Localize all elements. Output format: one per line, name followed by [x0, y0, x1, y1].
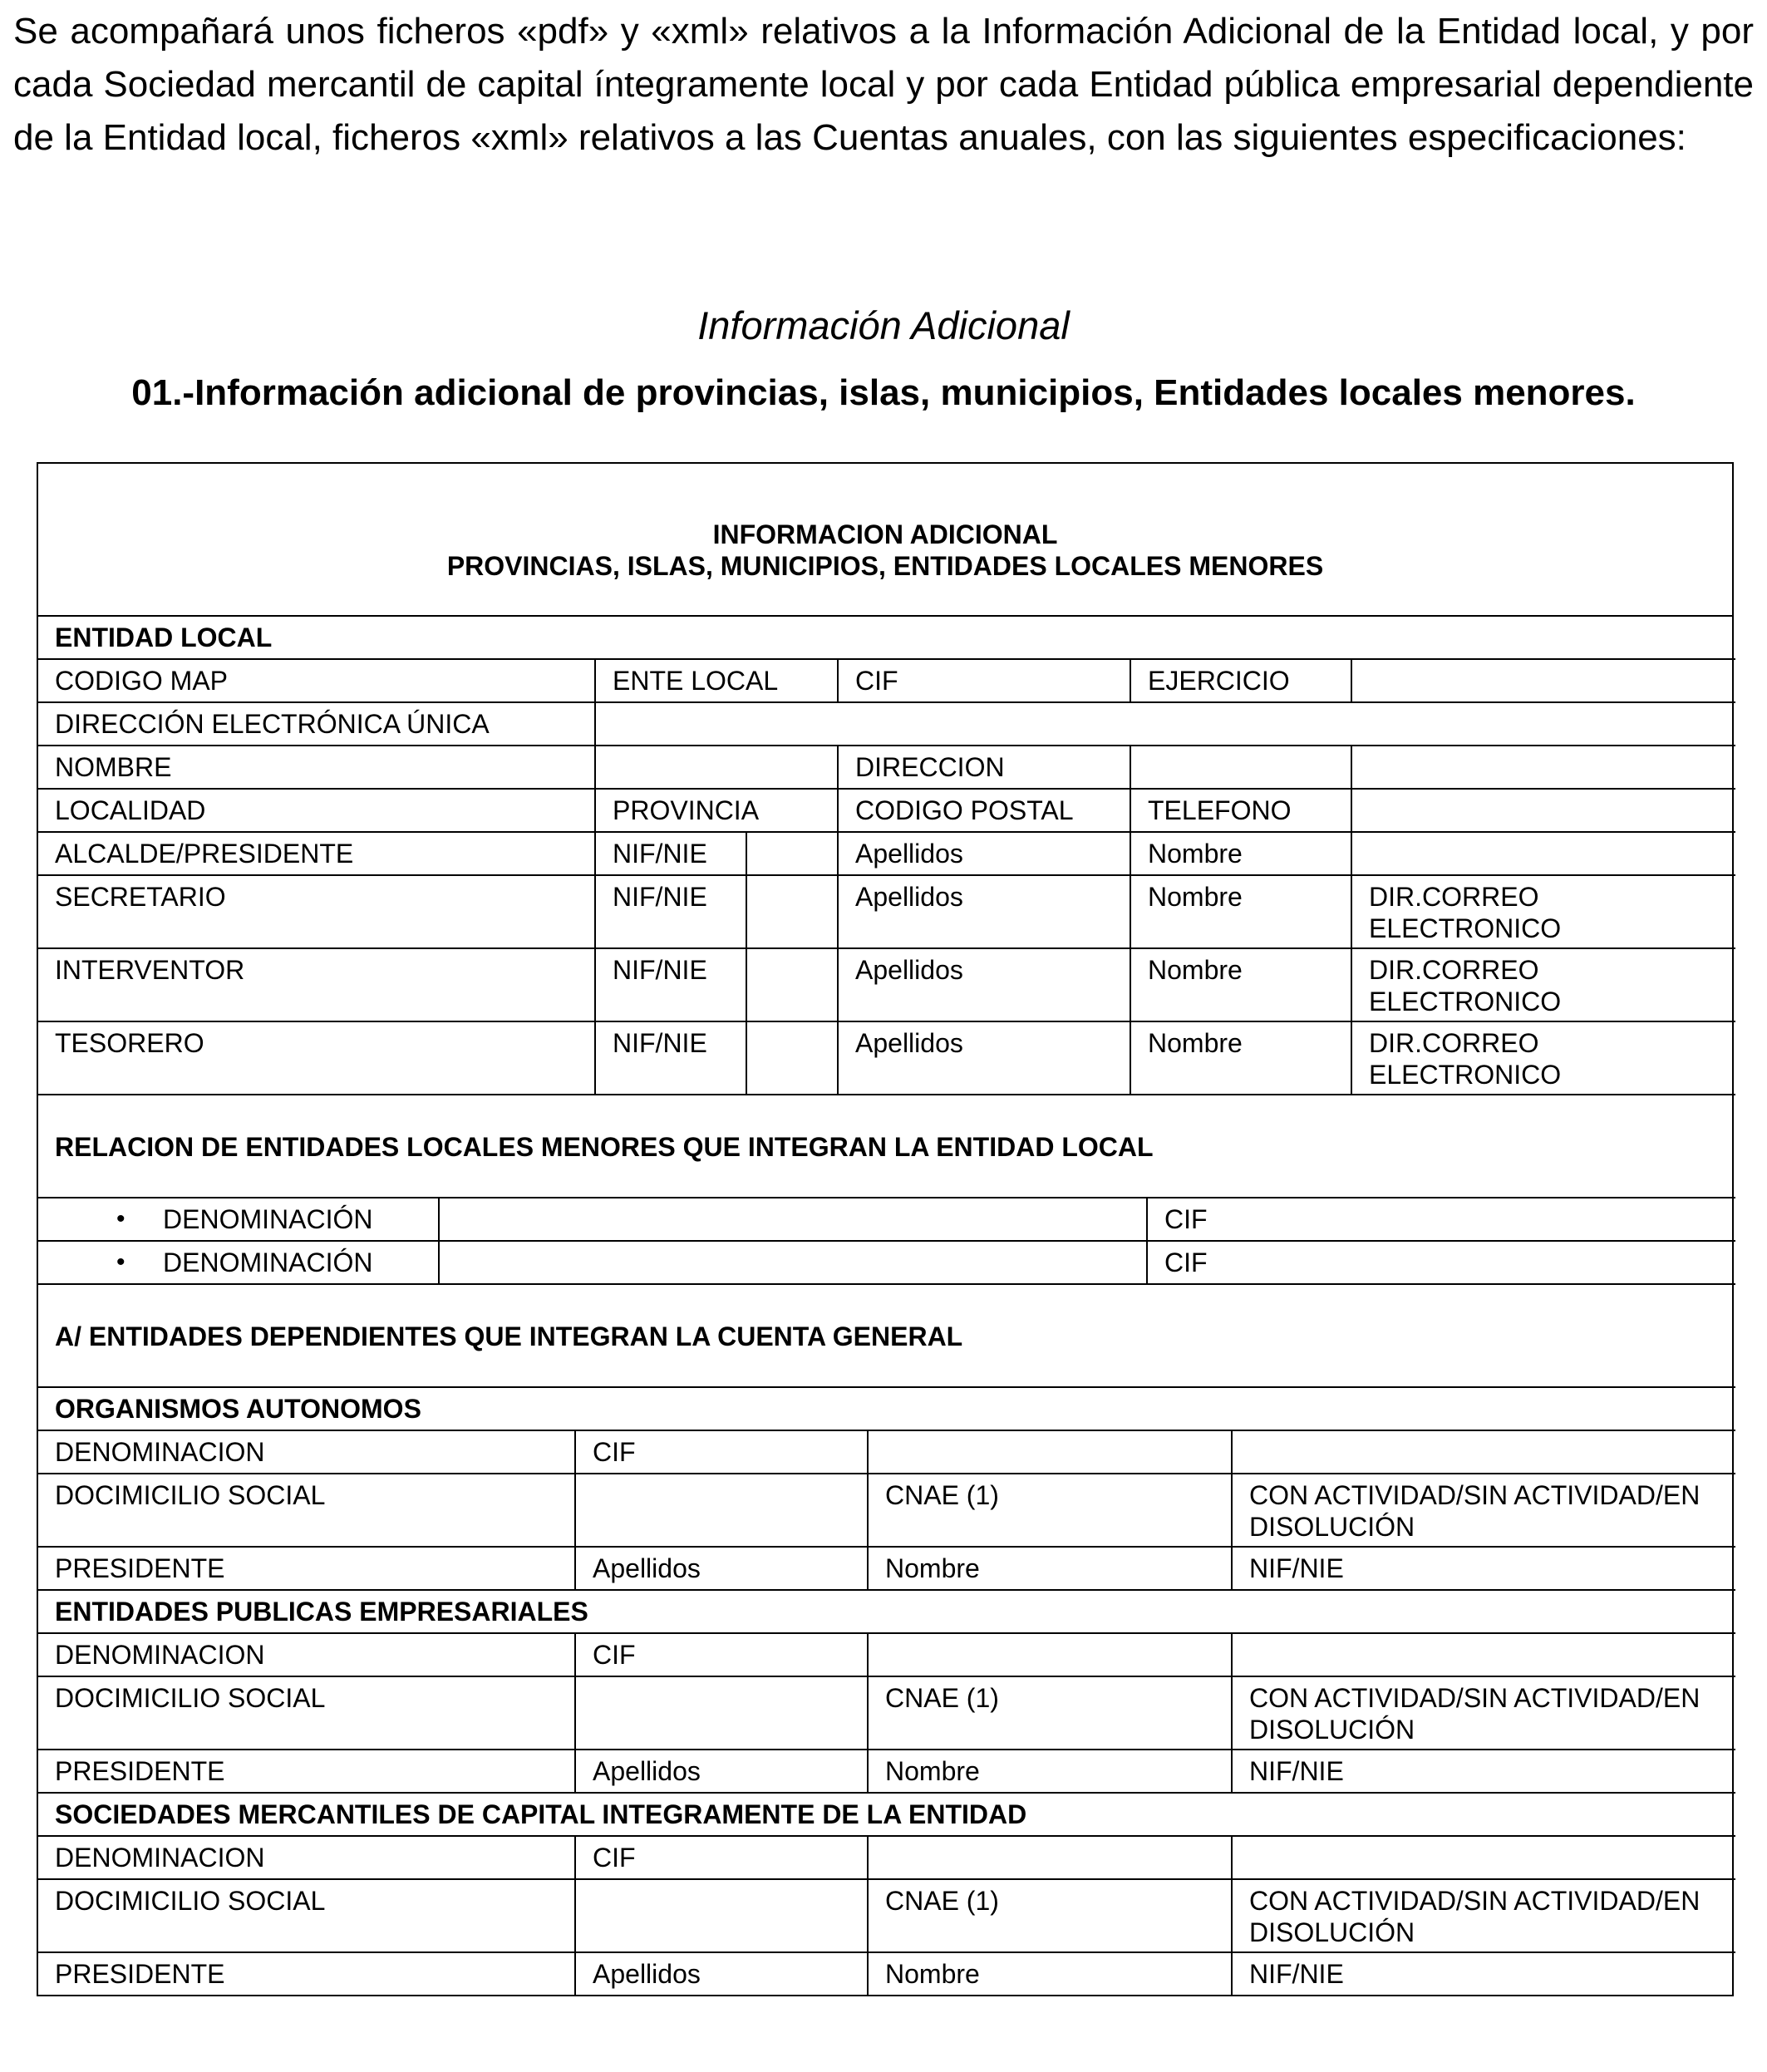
- domicilio-label: DOCIMICILIO SOCIAL: [38, 1676, 575, 1750]
- cargo-row: [38, 875, 1735, 948]
- entidad-local-title: ENTIDAD LOCAL: [38, 617, 1735, 659]
- domicilio-value[interactable]: [575, 1879, 868, 1952]
- form-header-table: [38, 464, 1732, 617]
- nif-label: NIF/NIE: [1232, 1952, 1735, 1995]
- cargo-apellidos-label: Apellidos: [838, 875, 1130, 948]
- cnae-label: CNAE (1): [868, 1474, 1232, 1547]
- cargo-apellidos-label: Apellidos: [838, 1021, 1130, 1095]
- cnae-label: CNAE (1): [868, 1879, 1232, 1952]
- entidad-local-table: [38, 617, 1735, 1198]
- cnae-label: CNAE (1): [868, 1676, 1232, 1750]
- relacion-denominacion: [38, 1198, 439, 1241]
- group-title: SOCIEDADES MERCANTILES DE CAPITAL INTEGRAMENTE DE LA ENTIDAD: [38, 1793, 1735, 1836]
- cargo-nif-value[interactable]: [746, 1021, 838, 1095]
- cif-label: CIF: [575, 1836, 868, 1879]
- cargo-nif-label: NIF/NIE: [595, 1021, 746, 1095]
- cargo-apellidos-label: Apellidos: [838, 832, 1130, 875]
- actividad-label: CON ACTIVIDAD/SIN ACTIVIDAD/EN DISOLUCIÓN: [1232, 1474, 1735, 1547]
- denominacion-label: DENOMINACION: [38, 1430, 575, 1474]
- document-title: Información Adicional: [697, 303, 1070, 347]
- ente-local-label: ENTE LOCAL: [595, 659, 838, 702]
- denominacion-extra[interactable]: [1232, 1430, 1735, 1474]
- relacion-denominacion-value[interactable]: [439, 1241, 1147, 1284]
- telefono-value[interactable]: [1351, 789, 1735, 832]
- cif-label: CIF: [575, 1633, 868, 1676]
- denominacion-label: DENOMINACION: [38, 1836, 575, 1879]
- presidente-label: PRESIDENTE: [38, 1547, 575, 1590]
- relacion-denominacion-label: DENOMINACIÓN: [163, 1248, 373, 1277]
- provincia-label: PROVINCIA: [595, 789, 838, 832]
- cargo-nif-value[interactable]: [746, 832, 838, 875]
- ejercicio-label: EJERCICIO: [1130, 659, 1351, 702]
- relacion-table: [38, 1198, 1735, 1285]
- direccion-electronica-label: DIRECCIÓN ELECTRÓNICA ÚNICA: [38, 702, 595, 746]
- cargo-correo-label: DIR.CORREO ELECTRONICO: [1351, 1021, 1735, 1095]
- relacion-cif-label: CIF: [1147, 1198, 1735, 1241]
- cargo-nif-value[interactable]: [746, 948, 838, 1021]
- direccion-label: DIRECCION: [838, 746, 1130, 789]
- presidente-label: PRESIDENTE: [38, 1952, 575, 1995]
- relacion-cif-label: CIF: [1147, 1241, 1735, 1284]
- codigo-map-label: CODIGO MAP: [38, 659, 595, 702]
- cargo-nombre-label: Nombre: [1130, 832, 1351, 875]
- cargo-apellidos-label: Apellidos: [838, 948, 1130, 1021]
- direccion-value-extra[interactable]: [1351, 746, 1735, 789]
- direccion-electronica-value[interactable]: [595, 702, 1735, 746]
- relacion-denominacion: [38, 1241, 439, 1284]
- cargo-role: INTERVENTOR: [38, 948, 595, 1021]
- cargo-role: ALCALDE/PRESIDENTE: [38, 832, 595, 875]
- localidad-label: LOCALIDAD: [38, 789, 595, 832]
- nombre-label: Nombre: [868, 1952, 1232, 1995]
- cif-label: CIF: [838, 659, 1130, 702]
- section-heading: 01.-Información adicional de provincias, islas, municipios, Entidades locales menores.: [131, 372, 1636, 413]
- presidente-label: PRESIDENTE: [38, 1750, 575, 1793]
- cargo-nif-label: NIF/NIE: [595, 832, 746, 875]
- domicilio-value[interactable]: [575, 1474, 868, 1547]
- form-header: [38, 464, 1732, 616]
- cif-label: CIF: [575, 1430, 868, 1474]
- relacion-denominacion-value[interactable]: [439, 1198, 1147, 1241]
- cargo-correo-label: DIR.CORREO ELECTRONICO: [1351, 948, 1735, 1021]
- cargo-nif-label: NIF/NIE: [595, 948, 746, 1021]
- intro-paragraph: Se acompañará unos ficheros «pdf» y «xml» relativos a la Información Adicional de la Entidad local, y por cada Sociedad mercantil de capital íntegramente local y por cada Entidad pública empresarial dependiente de la Entidad local, ficheros «xml» relativos a las Cuentas anuales, con las siguientes especificaciones:: [13, 11, 1754, 158]
- cargo-row: [38, 948, 1735, 1021]
- relacion-row: [38, 1241, 1735, 1284]
- bullet-icon: •: [116, 1205, 126, 1233]
- cargo-nif-label: NIF/NIE: [595, 875, 746, 948]
- cargo-nombre-label: Nombre: [1130, 875, 1351, 948]
- bullet-icon: •: [116, 1248, 126, 1276]
- actividad-label: CON ACTIVIDAD/SIN ACTIVIDAD/EN DISOLUCIÓN: [1232, 1676, 1735, 1750]
- nombre-label: Nombre: [868, 1547, 1232, 1590]
- group-title: ENTIDADES PUBLICAS EMPRESARIALES: [38, 1590, 1735, 1633]
- codigo-postal-label: CODIGO POSTAL: [838, 789, 1130, 832]
- form-header-line2: PROVINCIAS, ISLAS, MUNICIPIOS, ENTIDADES LOCALES MENORES: [446, 551, 1324, 581]
- cargo-correo: [1351, 832, 1735, 875]
- relacion-row: [38, 1198, 1735, 1241]
- cargo-nombre-label: Nombre: [1130, 1021, 1351, 1095]
- dependientes-title: A/ ENTIDADES DEPENDIENTES QUE INTEGRAN LA CUENTA GENERAL: [38, 1285, 1735, 1387]
- informacion-adicional-form: [37, 462, 1734, 1996]
- telefono-label: TELEFONO: [1130, 789, 1351, 832]
- ejercicio-value[interactable]: [1351, 659, 1735, 702]
- apellidos-label: Apellidos: [575, 1750, 868, 1793]
- nif-label: NIF/NIE: [1232, 1547, 1735, 1590]
- cargo-row: [38, 1021, 1735, 1095]
- relacion-title: RELACION DE ENTIDADES LOCALES MENORES QUE INTEGRAN LA ENTIDAD LOCAL: [38, 1095, 1735, 1198]
- group-title: ORGANISMOS AUTONOMOS: [38, 1387, 1735, 1430]
- apellidos-label: Apellidos: [575, 1952, 868, 1995]
- form-header-line1: INFORMACION ADICIONAL: [712, 519, 1058, 549]
- apellidos-label: Apellidos: [575, 1547, 868, 1590]
- cif-value[interactable]: [868, 1430, 1232, 1474]
- cargo-role: SECRETARIO: [38, 875, 595, 948]
- dependientes-table: [38, 1285, 1735, 1995]
- domicilio-label: DOCIMICILIO SOCIAL: [38, 1879, 575, 1952]
- direccion-value[interactable]: [1130, 746, 1351, 789]
- actividad-label: CON ACTIVIDAD/SIN ACTIVIDAD/EN DISOLUCIÓN: [1232, 1879, 1735, 1952]
- domicilio-label: DOCIMICILIO SOCIAL: [38, 1474, 575, 1547]
- denominacion-label: DENOMINACION: [38, 1633, 575, 1676]
- cargo-correo-label: DIR.CORREO ELECTRONICO: [1351, 875, 1735, 948]
- cargo-nombre-label: Nombre: [1130, 948, 1351, 1021]
- nombre-value[interactable]: [595, 746, 838, 789]
- nombre-label: Nombre: [868, 1750, 1232, 1793]
- cif-value[interactable]: [868, 1836, 1232, 1879]
- relacion-denominacion-label: DENOMINACIÓN: [163, 1204, 373, 1234]
- cargo-role: TESORERO: [38, 1021, 595, 1095]
- denominacion-extra[interactable]: [1232, 1633, 1735, 1676]
- nif-label: NIF/NIE: [1232, 1750, 1735, 1793]
- cif-value[interactable]: [868, 1633, 1232, 1676]
- cargo-row: [38, 832, 1735, 875]
- domicilio-value[interactable]: [575, 1676, 868, 1750]
- denominacion-extra[interactable]: [1232, 1836, 1735, 1879]
- cargo-nif-value[interactable]: [746, 875, 838, 948]
- nombre-label: NOMBRE: [38, 746, 595, 789]
